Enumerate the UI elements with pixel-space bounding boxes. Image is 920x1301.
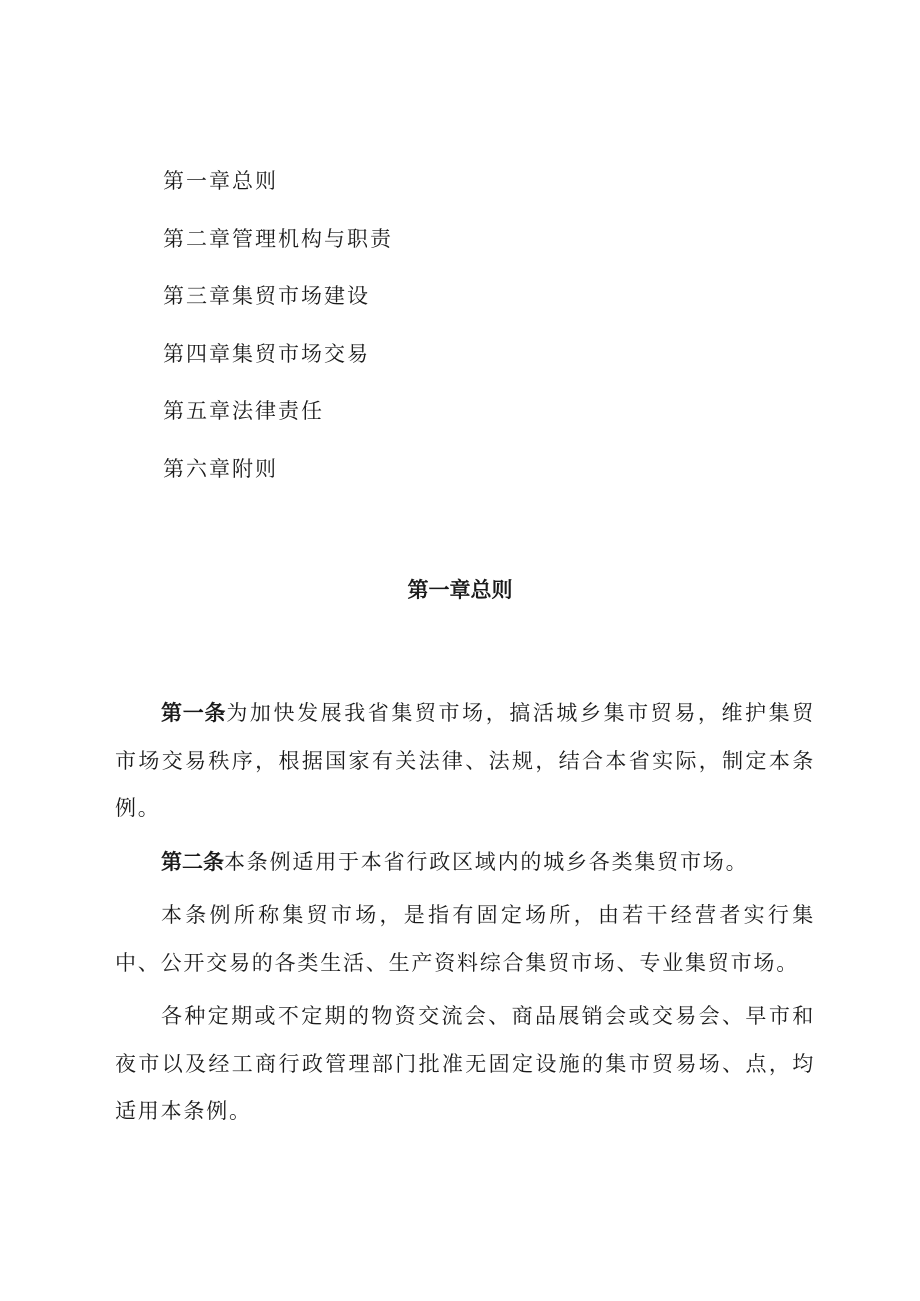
article-number: 第一条 bbox=[161, 701, 227, 725]
paragraph: 各种定期或不定期的物资交流会、商品展销会或交易会、早市和夜市以及经工商行政管理部门批准无固定设施的集市贸易场、点，均适用本条例。 bbox=[115, 1004, 815, 1123]
toc-item-chapter-6[interactable]: 第六章附则 bbox=[163, 456, 278, 481]
toc-item-chapter-2[interactable]: 第二章管理机构与职责 bbox=[163, 226, 393, 251]
toc-item-chapter-1[interactable]: 第一章总则 bbox=[163, 169, 278, 193]
toc-item-chapter-3[interactable]: 第三章集贸市场建设 bbox=[163, 284, 370, 309]
chapter-body bbox=[115, 690, 815, 1136]
toc-item-chapter-5[interactable]: 第五章法律责任 bbox=[163, 399, 324, 424]
article-2 bbox=[115, 839, 815, 887]
article-1 bbox=[115, 690, 815, 833]
article-number: 第二条 bbox=[161, 849, 224, 874]
chapter-heading: 第一章总则 bbox=[407, 578, 513, 602]
article-text: 本条例适用于本省行政区域内的城乡各类集贸市场。 bbox=[224, 849, 749, 874]
paragraph: 本条例所称集贸市场，是指有固定场所，由若干经营者实行集中、公开交易的各类生活、生产资料综合集贸市场、专业集贸市场。 bbox=[115, 903, 815, 975]
article-text: 为加快发展我省集贸市场，搞活城乡集市贸易，维护集贸市场交易秩序，根据国家有关法律、法规，结合本省实际，制定本条例。 bbox=[115, 701, 816, 820]
toc-item-chapter-4[interactable]: 第四章集贸市场交易 bbox=[163, 341, 370, 366]
table-of-contents bbox=[163, 164, 393, 510]
